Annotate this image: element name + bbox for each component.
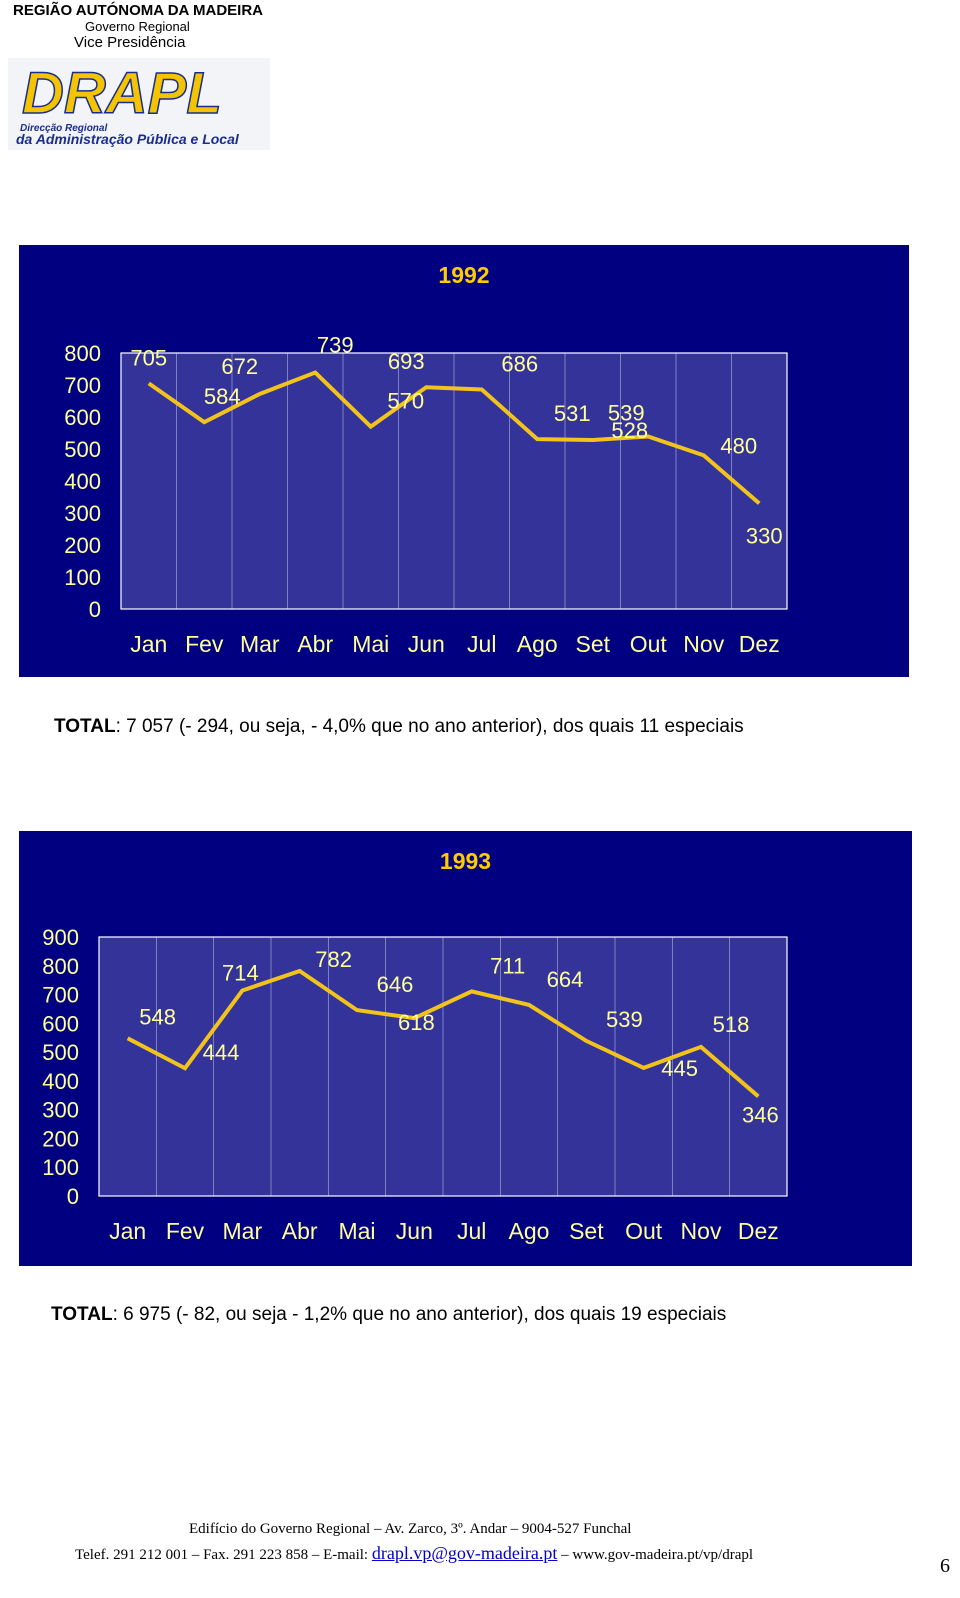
chart-title: 1992: [438, 262, 490, 288]
data-label: 584: [203, 384, 241, 410]
y-tick-label: 300: [64, 501, 101, 526]
y-tick-label: 100: [64, 565, 101, 590]
x-tick-label: Abr: [281, 1218, 318, 1244]
y-tick-label: 200: [42, 1126, 79, 1152]
y-tick-label: 700: [42, 982, 79, 1008]
x-tick-label: Mar: [222, 1218, 263, 1244]
vice-presidency-label: Vice Presidência: [74, 34, 186, 51]
data-label: 664: [546, 966, 584, 992]
x-tick-label: Fev: [185, 631, 224, 657]
x-tick-label: Fev: [165, 1218, 205, 1244]
x-tick-label: Nov: [680, 1218, 722, 1244]
total-caption-1992: [54, 716, 744, 738]
footer-contact: [75, 1543, 753, 1564]
y-tick-label: 800: [64, 341, 101, 366]
x-tick-label: Dez: [738, 631, 780, 657]
total-caption-1993: [51, 1304, 726, 1326]
y-tick-label: 300: [42, 1097, 79, 1123]
x-tick-label: Set: [569, 1218, 604, 1244]
y-tick-label: 0: [88, 597, 101, 622]
data-label: 782: [315, 946, 353, 972]
footer-phone: Telef. 291 212 001 – Fax. 291 223 858 – E-mail:: [75, 1547, 372, 1563]
x-tick-label: Jan: [109, 1218, 147, 1244]
x-tick-label: Ago: [508, 1218, 550, 1244]
total-label: TOTAL: [51, 1304, 113, 1325]
x-tick-label: Dez: [737, 1218, 779, 1244]
x-tick-label: Ago: [516, 631, 558, 657]
data-label: 570: [387, 388, 425, 414]
data-label: 711: [490, 953, 526, 979]
x-tick-label: Mar: [239, 631, 280, 657]
data-label: 330: [745, 523, 783, 549]
region-title: REGIÃO AUTÓNOMA DA MADEIRA: [13, 2, 263, 19]
data-label: 618: [397, 1010, 435, 1036]
y-tick-label: 900: [42, 925, 79, 950]
data-label: 646: [376, 972, 414, 998]
y-tick-label: 200: [64, 533, 101, 558]
y-tick-label: 500: [64, 437, 101, 462]
y-tick-label: 400: [42, 1068, 79, 1094]
x-tick-label: Out: [629, 631, 667, 657]
x-tick-label: Set: [575, 631, 611, 657]
data-label: 705: [130, 345, 168, 371]
chart-title: 1993: [439, 848, 492, 874]
data-label: 480: [720, 433, 758, 459]
data-label: 346: [741, 1102, 779, 1128]
footer-address: Edifício do Governo Regional – Av. Zarco, 3º. Andar – 9004-527 Funchal: [189, 1521, 632, 1537]
data-label: 528: [611, 418, 649, 444]
total-label: TOTAL: [54, 716, 116, 737]
x-tick-label: Jun: [407, 631, 445, 657]
government-label: Governo Regional: [85, 19, 190, 34]
x-tick-label: Out: [625, 1218, 663, 1244]
x-tick-label: Jul: [467, 631, 497, 657]
x-tick-label: Mai: [338, 1218, 376, 1244]
y-tick-label: 800: [42, 953, 79, 979]
footer-website: – www.gov-madeira.pt/vp/drapl: [557, 1547, 754, 1563]
data-label: 444: [202, 1040, 240, 1066]
y-tick-label: 600: [42, 1011, 79, 1037]
data-label: 548: [139, 1004, 177, 1030]
logo-line-2: da Administração Pública e Local: [16, 131, 239, 147]
data-label: 539: [605, 1006, 643, 1032]
data-label: 531: [553, 401, 591, 427]
total-text: : 7 057 (- 294, ou seja, - 4,0% que no ano anterior), dos quais 11 especiais: [115, 716, 744, 737]
chart-1993: [19, 831, 912, 1266]
x-tick-label: Nov: [683, 631, 725, 657]
x-tick-label: Mai: [352, 631, 390, 657]
x-tick-label: Jan: [130, 631, 168, 657]
y-tick-label: 700: [64, 373, 101, 398]
logo-line-1: Direcção Regional: [20, 123, 108, 134]
drapl-logo: [8, 58, 270, 150]
y-tick-label: 600: [64, 405, 101, 430]
data-label: 693: [387, 349, 425, 375]
x-tick-label: Jun: [395, 1218, 433, 1244]
data-label: 739: [316, 332, 354, 358]
data-label: 714: [221, 960, 259, 986]
y-tick-label: 400: [64, 469, 101, 494]
data-label: 445: [661, 1055, 699, 1081]
page-number: 6: [940, 1555, 950, 1577]
data-label: 686: [501, 351, 539, 377]
x-tick-label: Abr: [297, 631, 334, 657]
y-tick-label: 500: [42, 1040, 79, 1066]
x-tick-label: Jul: [456, 1218, 487, 1244]
y-tick-label: 0: [66, 1184, 79, 1209]
chart-1992: [19, 245, 909, 677]
data-label: 518: [712, 1011, 750, 1037]
data-label: 672: [221, 353, 259, 379]
data-label: 539: [607, 400, 645, 426]
email-link[interactable]: drapl.vp@gov-madeira.pt: [371, 1543, 558, 1563]
y-tick-label: 100: [42, 1155, 79, 1181]
logo-wordmark: DRAPL: [22, 61, 222, 126]
total-text: : 6 975 (- 82, ou seja - 1,2% que no ano anterior), dos quais 19 especiais: [112, 1304, 727, 1325]
